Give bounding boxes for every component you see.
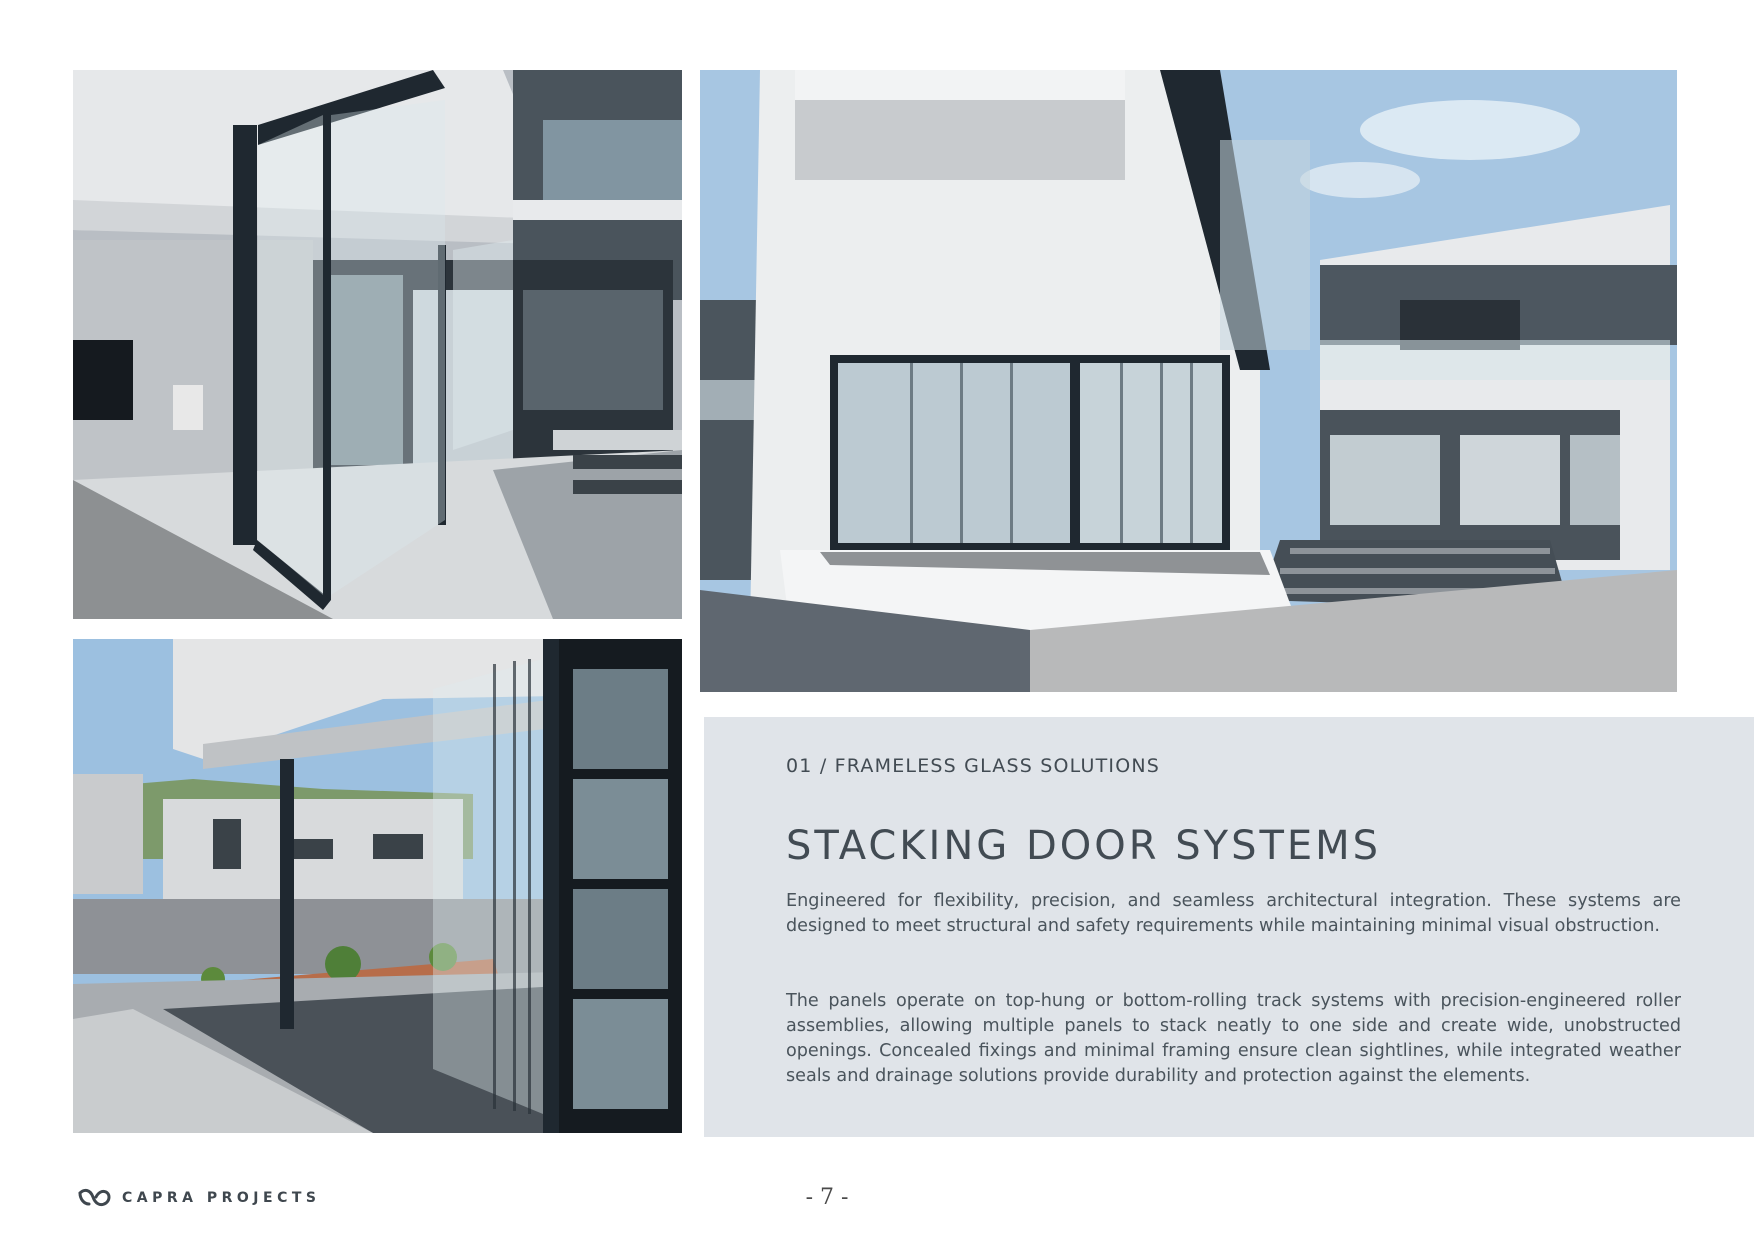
description-paragraph: Engineered for flexibility, precision, and seamless architectural integration. These systems are designed to meet structural and safety requirements while maintaining minimal visual obstruction. <box>786 891 1681 936</box>
description-paragraph: The panels operate on top-hung or bottom-rolling track systems with precision-engineered roller assemblies, allowing multiple panels to stack neatly to one side and create wide, unobstructed openings. Concealed fixings and minimal framing ensure clean sightlines, while integrated weather seals and drainage solutions provide durability and protection against the elements. <box>786 991 1681 1086</box>
page-number: - 7 - <box>805 1185 849 1210</box>
photo-house-exterior <box>700 70 1677 692</box>
photo-corner-stacking-door <box>73 639 682 1133</box>
description-panel <box>704 717 1754 1137</box>
brand-name: CAPRA PROJECTS <box>122 1190 321 1206</box>
photo-patio-glass-door <box>73 70 682 619</box>
corner-door-photo-illustration <box>73 639 682 1133</box>
patio-photo-illustration <box>73 70 682 619</box>
house-exterior-photo-illustration <box>700 70 1677 692</box>
page-title: STACKING DOOR SYSTEMS <box>786 823 1382 869</box>
section-label: 01 / FRAMELESS GLASS SOLUTIONS <box>786 755 1161 777</box>
